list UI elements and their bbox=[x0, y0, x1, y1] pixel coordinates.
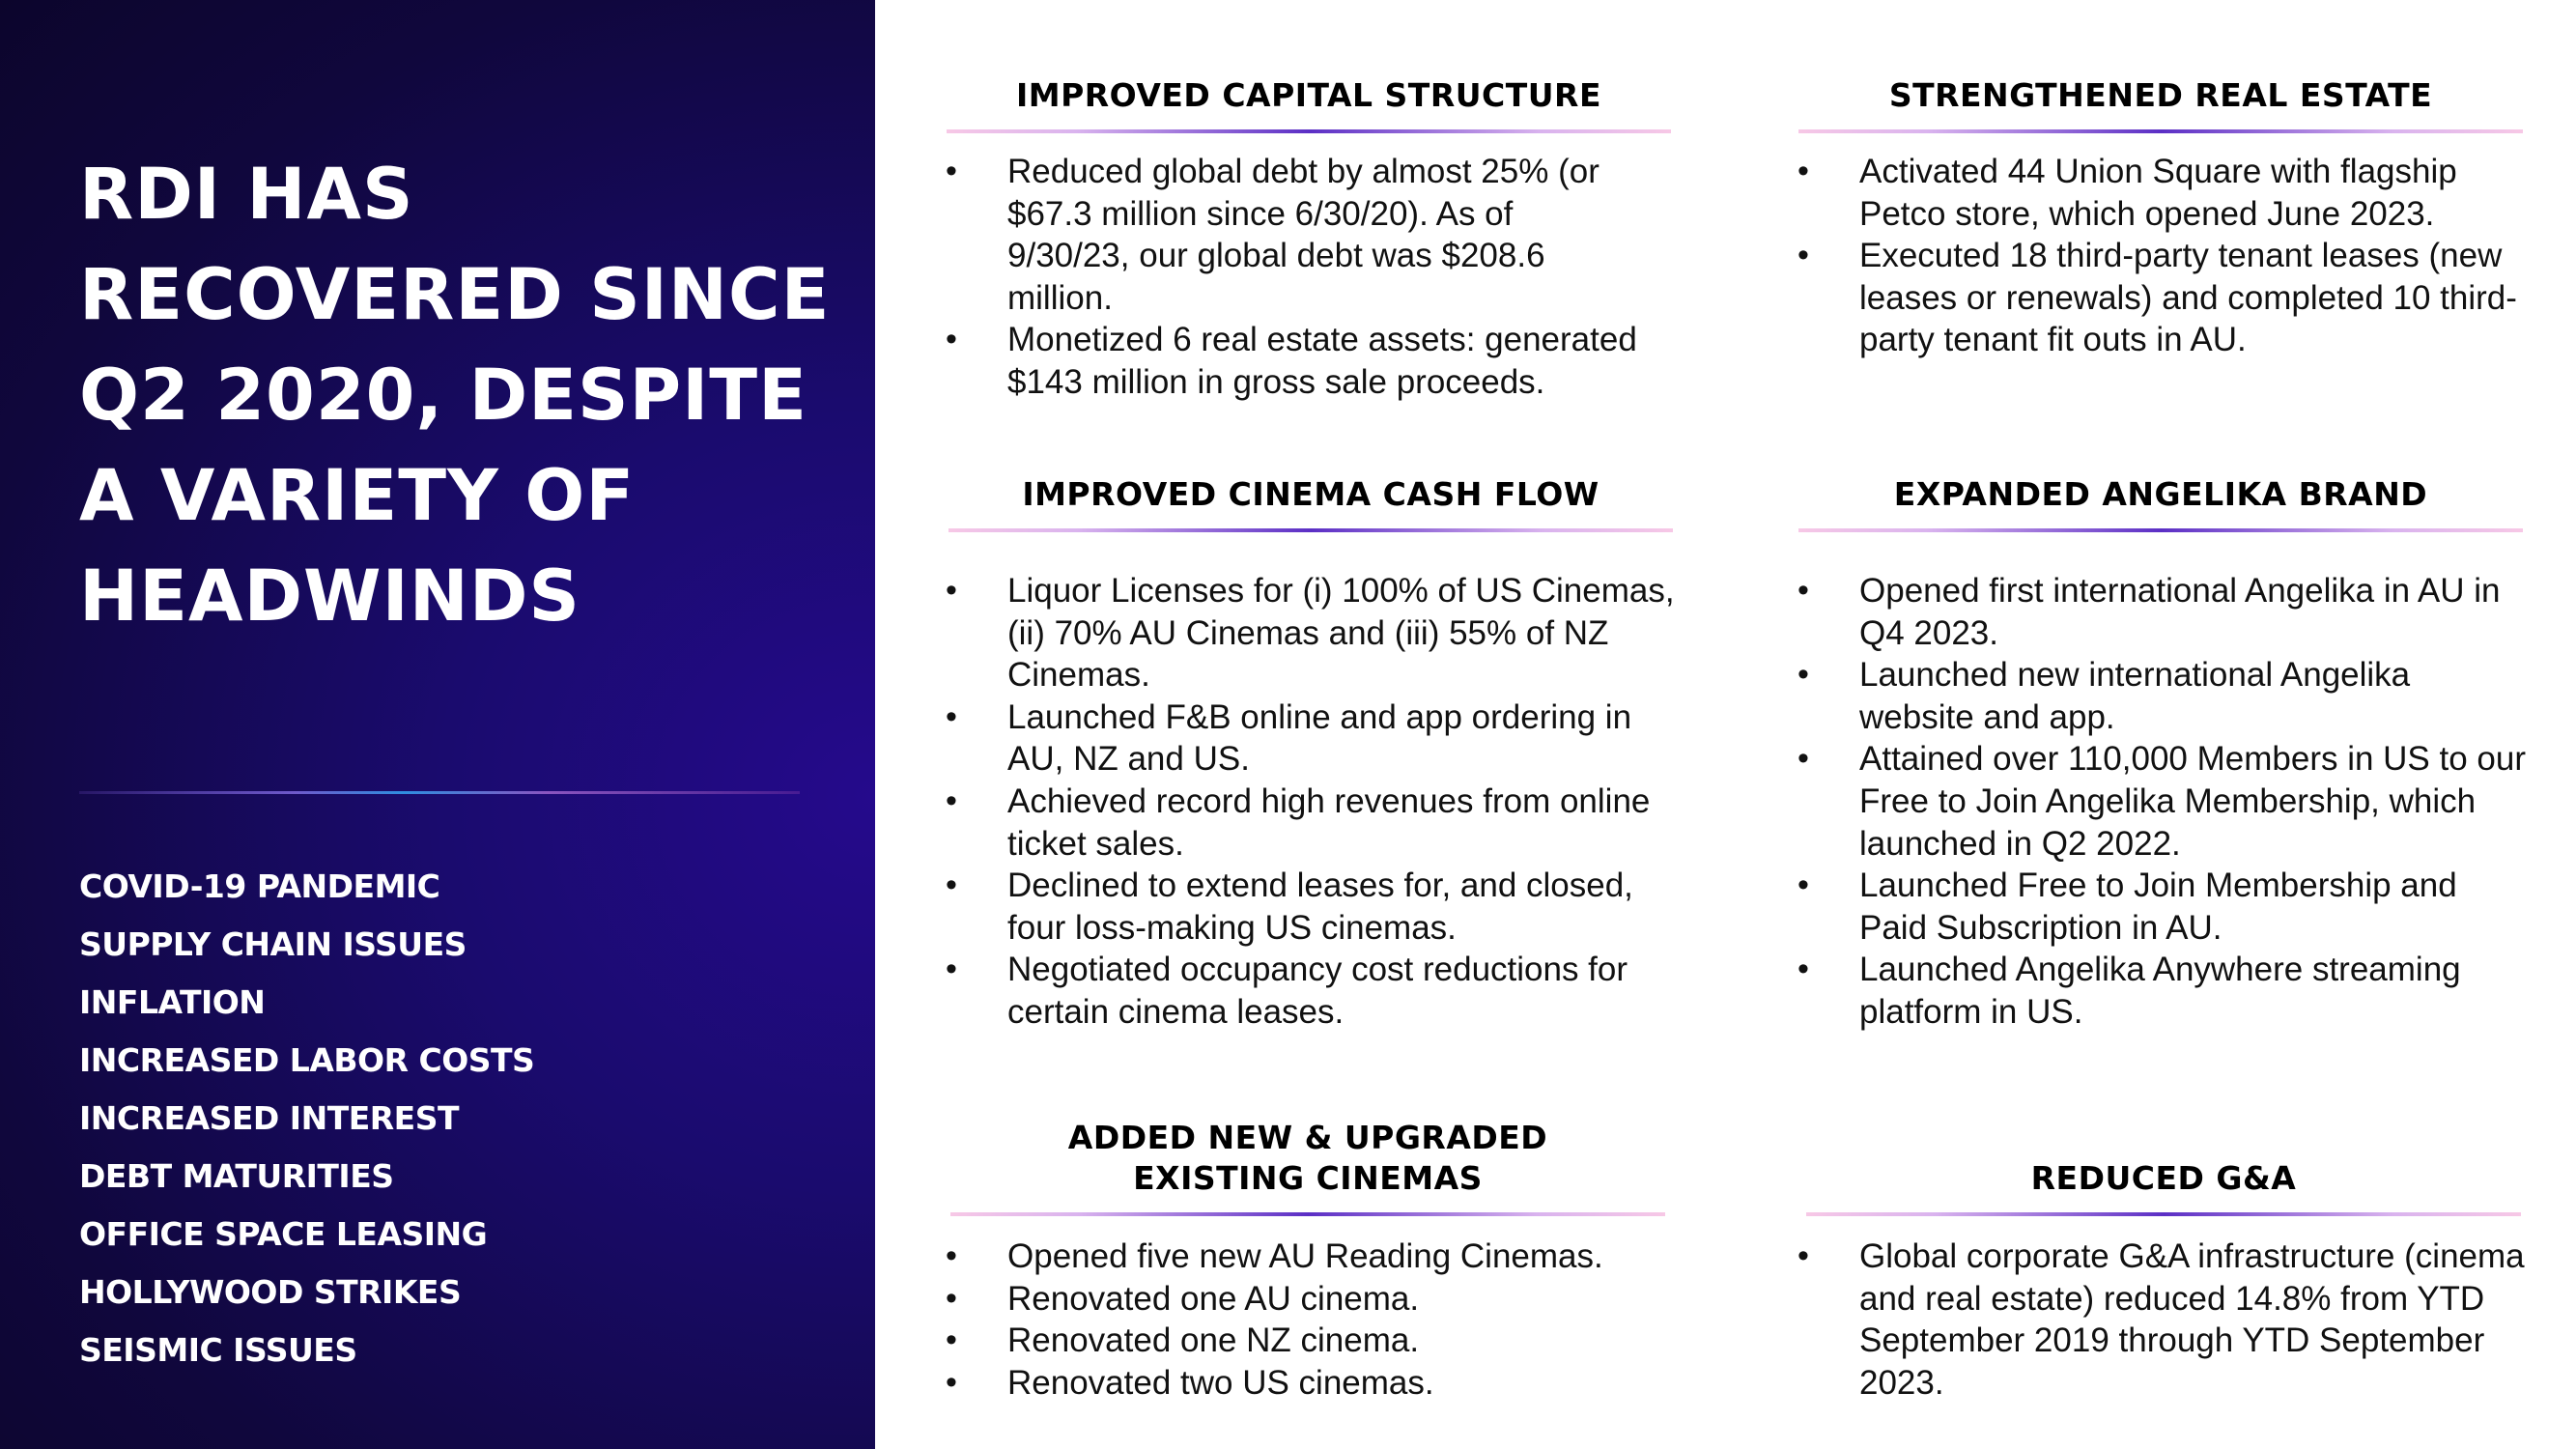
section-rule bbox=[950, 1212, 1665, 1216]
bullet-item: • Launched Angelika Anywhere streaming platform in US. bbox=[1798, 949, 2532, 1033]
headwind-item: HOLLYWOOD STRIKES bbox=[79, 1273, 462, 1311]
bullet-item: • Reduced global debt by almost 25% (or $67.3 million since 6/30/20). As of 9/30/23, our global debt was $208.6 million. bbox=[946, 151, 1643, 319]
section-title: IMPROVED CAPITAL STRUCTURE bbox=[1015, 76, 1602, 114]
bullet-item: • Opened five new AU Reading Cinemas. bbox=[946, 1236, 1660, 1278]
headwind-item: INCREASED INTEREST bbox=[79, 1099, 459, 1137]
section-rule bbox=[1798, 129, 2523, 133]
bullet-item: • Opened first international Angelika in AU in Q4 2023. bbox=[1798, 570, 2532, 654]
bullet-list bbox=[1798, 151, 2532, 361]
headwind-item: INCREASED LABOR COSTS bbox=[79, 1041, 535, 1079]
bullet-list bbox=[1798, 1236, 2532, 1404]
bullet-list bbox=[946, 570, 1680, 1034]
bullet-item: • Renovated one AU cinema. bbox=[946, 1278, 1660, 1321]
bullet-item: • Renovated two US cinemas. bbox=[946, 1362, 1660, 1405]
headwind-item: SEISMIC ISSUES bbox=[79, 1331, 357, 1369]
bullet-item: • Attained over 110,000 Members in US to our Free to Join Angelika Membership, which launched in Q2 2022. bbox=[1798, 738, 2532, 865]
headwind-item: INFLATION bbox=[79, 983, 266, 1021]
bullet-item: • Executed 18 third-party tenant leases (new leases or renewals) and completed 10 third-party tenant fit outs in AU. bbox=[1798, 235, 2532, 361]
section-rule bbox=[1806, 1212, 2521, 1216]
headwind-item: COVID-19 PANDEMIC bbox=[79, 867, 440, 905]
section-angelika-brand bbox=[1798, 474, 2527, 1034]
section-title: STRENGTHENED REAL ESTATE bbox=[1888, 76, 2433, 114]
section-rule bbox=[948, 528, 1673, 532]
bullet-item: • Negotiated occupancy cost reductions for certain cinema leases. bbox=[946, 949, 1680, 1033]
bullet-item: • Monetized 6 real estate assets: generated $143 million in gross sale proceeds. bbox=[946, 319, 1643, 403]
headwind-item: OFFICE SPACE LEASING bbox=[79, 1215, 488, 1253]
section-reduced-ga bbox=[1806, 1158, 2525, 1404]
bullet-list bbox=[946, 151, 1643, 404]
section-capital-structure bbox=[947, 75, 1671, 404]
headwind-item: DEBT MATURITIES bbox=[79, 1157, 394, 1195]
section-title: IMPROVED CINEMA CASH FLOW bbox=[1022, 475, 1599, 513]
bullet-item: • Activated 44 Union Square with flagship Petco store, which opened June 2023. bbox=[1798, 151, 2532, 235]
section-rule bbox=[947, 129, 1671, 133]
bullet-list bbox=[946, 1236, 1660, 1404]
bullet-item: • Launched Free to Join Membership and Paid Subscription in AU. bbox=[1798, 865, 2532, 949]
headline: RDI HAS RECOVERED SINCE Q2 2020, DESPITE A VARIETY OF HEADWINDS bbox=[79, 154, 831, 638]
section-cinema-cash-flow bbox=[948, 474, 1673, 1034]
bullet-item: • Launched F&B online and app ordering in AU, NZ and US. bbox=[946, 696, 1680, 781]
bullet-item: • Liquor Licenses for (i) 100% of US Cinemas, (ii) 70% AU Cinemas and (iii) 55% of NZ Cinemas. bbox=[946, 570, 1680, 696]
bullet-item: • Launched new international Angelika website and app. bbox=[1798, 654, 2532, 738]
section-title: ADDED NEW & UPGRADED EXISTING CINEMAS bbox=[1067, 1119, 1548, 1197]
section-real-estate bbox=[1798, 75, 2523, 361]
bullet-item: • Declined to extend leases for, and closed, four loss-making US cinemas. bbox=[946, 865, 1680, 949]
bullet-item: • Renovated one NZ cinema. bbox=[946, 1320, 1660, 1362]
left-panel bbox=[0, 0, 875, 1449]
bullet-item: • Global corporate G&A infrastructure (cinema and real estate) reduced 14.8% from YTD September 2019 through YTD September 2023. bbox=[1798, 1236, 2532, 1404]
panel-divider bbox=[79, 791, 800, 794]
section-rule bbox=[1798, 528, 2523, 532]
bullet-list bbox=[1798, 570, 2532, 1034]
headwind-item: SUPPLY CHAIN ISSUES bbox=[79, 925, 467, 963]
section-title: REDUCED G&A bbox=[2030, 1159, 2297, 1197]
bullet-item: • Achieved record high revenues from online ticket sales. bbox=[946, 781, 1680, 865]
headwinds-list bbox=[79, 860, 534, 1381]
section-title: EXPANDED ANGELIKA BRAND bbox=[1893, 475, 2428, 513]
section-new-cinemas bbox=[950, 1118, 1665, 1404]
